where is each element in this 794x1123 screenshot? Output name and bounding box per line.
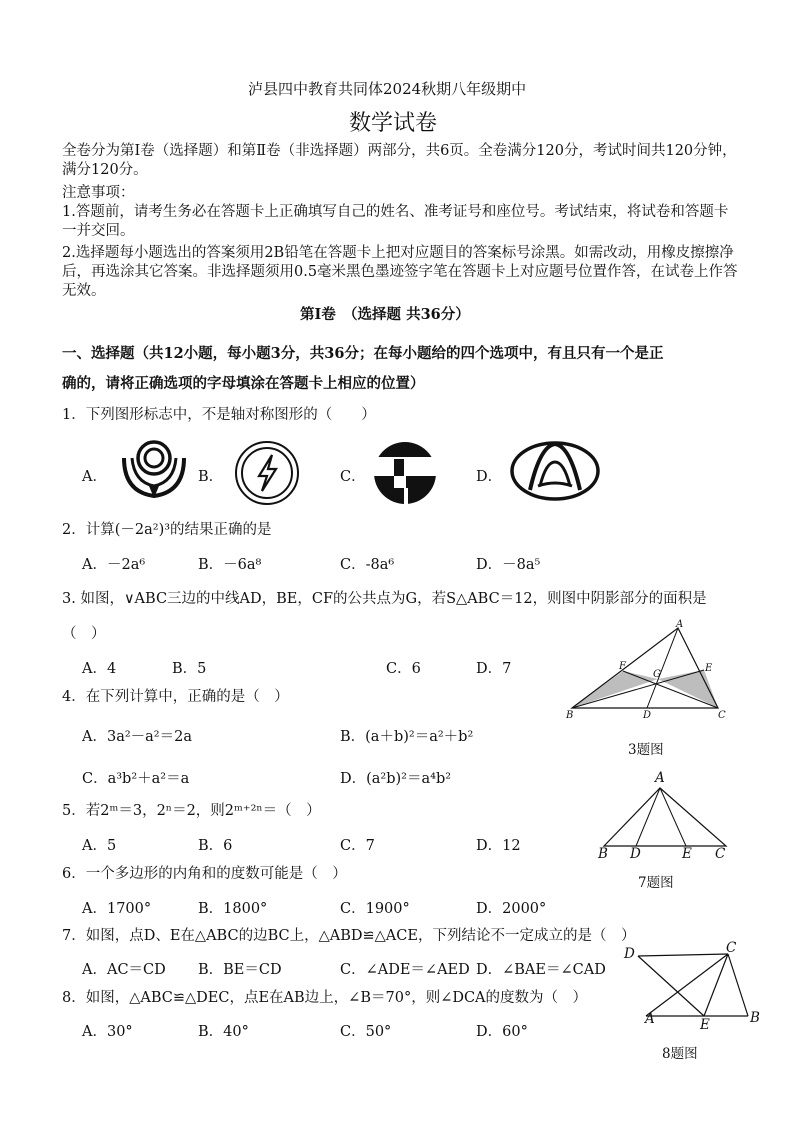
q7-option-d: D．∠BAE＝∠CAD — [476, 962, 606, 978]
q2-option-c: C．-8a⁶ — [340, 557, 395, 573]
fig3-label-b: B — [566, 710, 574, 721]
arch-oval-icon — [510, 440, 600, 502]
intro-line: 全卷分为第Ⅰ卷（选择题）和第Ⅱ卷（非选择题）两部分，共6页。全卷满分120分，考试时间共120分钟，满分120分。 — [62, 143, 737, 178]
q6-option-d: D．2000° — [476, 901, 547, 917]
q4-option-b: B．(a＋b)²＝a²＋b² — [340, 729, 474, 745]
fig8-label-a: A — [645, 1011, 655, 1027]
fig8-label-c: C — [726, 940, 737, 956]
q7-stem: 7．如图，点D、E在△ABC的边BC上，△ABD≌△ACE，下列结论不一定成立的是（ ） — [62, 928, 636, 944]
q8-option-d: D．60° — [476, 1024, 528, 1040]
q8-option-c: C．50° — [340, 1024, 392, 1040]
q5-stem: 5．若2ᵐ＝3，2ⁿ＝2，则2ᵐ⁺²ⁿ＝（ ） — [62, 803, 321, 819]
fig8-label-e: E — [700, 1017, 710, 1033]
section-instruction-1: 一、选择题（共12小题，每小题3分，共36分；在每小题给的四个选项中，有且只有一个是正 — [62, 345, 664, 362]
q8-stem: 8．如图，△ABC≌△DEC，点E在AB边上，∠B＝70°，则∠DCA的度数为（ ） — [62, 990, 588, 1006]
fig7-label-a: A — [655, 770, 665, 786]
q4-stem: 4．在下列计算中，正确的是（ ） — [62, 689, 289, 705]
fig3-label-g: G — [653, 669, 661, 680]
notice-item-2: 2.选择题每小题选出的答案须用2B铅笔在答题卡上把对应题目的答案标号涂黑。如需改动，用橡皮擦擦净后，再选涂其它答案。非选择题须用0.5毫米黑色墨迹签字笔在答题卡上对应题号位置作答，在试卷上作答无效。 — [62, 245, 738, 299]
q1-option-b: B． — [198, 469, 224, 485]
q5-option-c: C．7 — [340, 838, 375, 854]
q4-option-d: D．(a²b)²＝a⁴b² — [340, 771, 452, 787]
lightning-circle-icon — [234, 440, 300, 506]
q1-option-c: C． — [340, 469, 366, 485]
q2-stem: 2．计算(－2a²)³的结果正确的是 — [62, 522, 272, 538]
q3-option-c: C．6 — [386, 661, 421, 677]
q8-option-a: A．30° — [82, 1024, 133, 1040]
fig7-caption: 7题图 — [638, 875, 674, 891]
fig7-label-e: E — [682, 846, 692, 862]
q1-stem: 1．下列图形标志中，不是轴对称图形的（ ） — [62, 407, 376, 423]
q2-option-a: A．－2a⁶ — [82, 557, 146, 573]
q1-option-a: A． — [82, 469, 107, 485]
q2-option-d: D．－8a⁵ — [476, 557, 541, 573]
figure-7-triangle — [596, 784, 736, 850]
school-title: 泸县四中教育共同体2024秋期八年级期中 — [248, 80, 527, 98]
q1-option-d: D． — [476, 469, 503, 485]
q8-option-b: B．40° — [198, 1024, 249, 1040]
circle-emblem-icon — [118, 440, 190, 500]
notice-item-1: 1.答题前，请考生务必在答题卡上正确填写自己的姓名、准考证号和座位号。考试结束，将试卷和答题卡一并交回。 — [62, 204, 729, 239]
q5-option-d: D．12 — [476, 838, 521, 854]
fig3-label-a: A — [676, 619, 684, 630]
q3-stem: 3. 如图，∨ABC三边的中线AD，BE，CF的公共点为G，若S△ABC＝12，则图中阴影部分的面积是 — [62, 591, 707, 607]
section-instruction-2: 确的，请将正确选项的字母填涂在答题卡上相应的位置） — [62, 375, 425, 392]
section-heading: 第Ⅰ卷 （选择题 共36分） — [300, 306, 470, 323]
fig3-label-f: F — [619, 661, 626, 672]
checker-circle-icon — [372, 440, 438, 506]
q7-option-a: A．AC＝CD — [82, 962, 166, 978]
fig7-label-d: D — [630, 846, 641, 862]
q4-option-a: A．3a²－a²＝2a — [82, 729, 192, 745]
notice-label: 注意事项： — [62, 185, 135, 201]
q7-option-b: B．BE＝CD — [198, 962, 282, 978]
q6-option-c: C．1900° — [340, 901, 410, 917]
fig3-label-c: C — [718, 710, 726, 721]
fig3-label-e: E — [705, 663, 713, 674]
fig3-caption: 3题图 — [628, 742, 664, 758]
q5-option-b: B．6 — [198, 838, 233, 854]
q4-option-c: C．a³b²＋a²＝a — [82, 771, 190, 787]
q3-option-b: B．5 — [172, 661, 207, 677]
q3-option-d: D．7 — [476, 661, 512, 677]
q6-option-a: A．1700° — [82, 901, 152, 917]
q2-option-b: B．－6a⁸ — [198, 557, 262, 573]
q3-option-a: A．4 — [82, 661, 117, 677]
fig3-label-d: D — [643, 710, 652, 721]
exam-title: 数学试卷 — [349, 111, 438, 136]
figure-8-triangles — [640, 948, 760, 1028]
fig8-label-b: B — [750, 1010, 760, 1026]
fig8-label-d: D — [624, 946, 635, 962]
q6-option-b: B．1800° — [198, 901, 268, 917]
q5-option-a: A．5 — [82, 838, 117, 854]
fig8-caption: 8题图 — [662, 1046, 698, 1062]
q3-stem-paren: （ ） — [62, 626, 106, 642]
fig7-label-c: C — [715, 846, 726, 862]
q7-option-c: C．∠ADE＝∠AED — [340, 962, 470, 978]
q6-stem: 6．一个多边形的内角和的度数可能是（ ） — [62, 866, 347, 882]
fig7-label-b: B — [598, 846, 608, 862]
